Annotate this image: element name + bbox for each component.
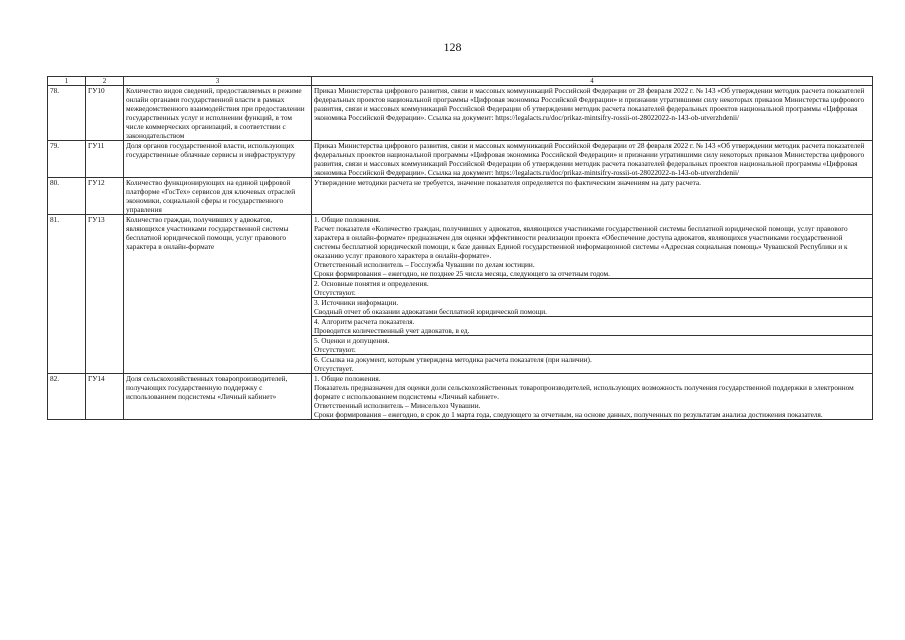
methodology-line: 2. Основные понятия и определения. [314,279,429,288]
methodology-line: Проводится количественный учет адвокатов, в ед. [314,326,470,335]
indicator-code: ГУ14 [86,374,124,420]
methodology-cell [312,374,873,420]
indicator-code: ГУ13 [86,215,124,374]
methodology-line: 4. Алгоритм расчета показателя. [314,317,415,326]
methodology-line: Ответственный исполнитель – Минсельхоз Чувашии. [314,401,481,410]
methodology-line: Приказ Министерства цифрового развития, связи и массовых коммуникаций Российской Федерации от 28 февраля 2022 г. № 143 «Об утверждении методик расчета показателей федеральных проектов национальной программы «Цифровая экономика Российской Федерации» и признании утратившими силу некоторых приказов Министерства цифрового развития, связи и массовых коммуникаций Российской Федерации об утверждении методик расчета показателей федеральных проектов национальной программы «Цифровая экономика Российской Федерации». Ссылка на документ: https://legalacts.ru/doc/prikaz-mintsifry-rossii-ot-28022022-n-143-ob-utverzhdenii/ [314,141,865,177]
methodology-line: Расчет показателя «Количество граждан, получивших у адвокатов, являющихся участниками государственной системы бесплатной юридической помощи, услуг правового характера в онлайн-формате» предназначен для оценки эффективности реализации проекта «Обеспечение доступа адвокатов, являющихся участниками государственной системы бесплатной юридической помощи, к базе данных Единой государственной информационной системы «Адресная социальная помощь» Чувашской Республики и к оказанию услуг правового характера в онлайн-формате». [314,224,848,260]
column-header: 2 [86,77,124,86]
methodology-cell [312,279,873,298]
table-row [48,86,873,141]
methodology-line: 1. Общие положения. [314,374,381,383]
methodology-line: Утверждение методики расчета не требуется, значение показателя определяется по фактическим значениям на дату расчета. [314,178,701,187]
methodology-line: 6. Ссылка на документ, которым утверждена методика расчета показателя (при наличии). [314,355,592,364]
methodology-line: Отсутствует. [314,364,354,373]
methodology-cell [312,215,873,279]
column-header: 3 [124,77,312,86]
methodology-cell [312,298,873,317]
methodology-cell [312,336,873,355]
table-row [48,178,873,215]
methodology-cell [312,317,873,336]
row-number: 79. [48,141,86,178]
indicator-code: ГУ12 [86,178,124,215]
methodology-line: Сроки формирования – ежегодно, в срок до 1 марта года, следующего за отчетным, на основе данных, полученных по результатам анализа достижения показателя. [314,410,823,419]
indicator-name: Количество граждан, получивших у адвокатов, являющихся участниками государственной системы бесплатной юридической помощи, услуг правового характера в онлайн-формате [124,215,312,374]
indicator-name: Доля сельскохозяйственных товаропроизводителей, получающих государственную поддержку с использованием подсистемы «Личный кабинет» [124,374,312,420]
indicator-code: ГУ10 [86,86,124,141]
methodology-line: Сводный отчет об оказании адвокатами бесплатной юридической помощи. [314,307,547,316]
document-table [47,76,873,420]
column-header: 1 [48,77,86,86]
indicator-name: Количество видов сведений, предоставляемых в режиме онлайн органами государственной власти в рамках межведомственного взаимодействия при предоставлении государственных услуг и исполнении функций, в том числе коммерческих организаций, в соответствии с законодательством [124,86,312,141]
methodology-cell [312,178,873,215]
indicator-name: Доля органов государственной власти, использующих государственные облачные сервисы и инфраструктуру [124,141,312,178]
methodology-cell [312,141,873,178]
methodology-line: Отсутствуют. [314,288,356,297]
row-number: 78. [48,86,86,141]
row-number: 81. [48,215,86,374]
methodology-line: 5. Оценки и допущения. [314,336,390,345]
table-row [48,374,873,420]
methodology-line: Ответственный исполнитель – Госслужба Чувашии по делам юстиции. [314,260,535,269]
row-number: 82. [48,374,86,420]
methodology-line: 1. Общие положения. [314,215,381,224]
row-number: 80. [48,178,86,215]
methodology-cell [312,355,873,374]
page-number: 128 [443,40,462,54]
table-body [48,86,873,420]
table-row [48,215,873,279]
methodology-cell [312,86,873,141]
methodology-line: Отсутствуют. [314,345,356,354]
table-header-row [48,77,873,86]
methodology-line: 3. Источники информации. [314,298,399,307]
indicator-code: ГУ11 [86,141,124,178]
methodology-line: Приказ Министерства цифрового развития, связи и массовых коммуникаций Российской Федерации от 28 февраля 2022 г. № 143 «Об утверждении методик расчета показателей федеральных проектов национальной программы «Цифровая экономика Российской Федерации» и признании утратившими силу некоторых приказов Министерства цифрового развития, связи и массовых коммуникаций Российской Федерации об утверждении методик расчета показателей федеральных проектов национальной программы «Цифровая экономика Российской Федерации». Ссылка на документ: https://legalacts.ru/doc/prikaz-mintsifry-rossii-ot-28022022-n-143-ob-utverzhdenii/ [314,86,865,122]
table-row [48,141,873,178]
methodology-line: Сроки формирования – ежегодно, не позднее 25 числа месяца, следующего за отчетным годом. [314,269,610,278]
column-header: 4 [312,77,873,86]
methodology-line: Показатель предназначен для оценки доли сельскохозяйственных товаропроизводителей, использующих возможность получения государственной поддержки в электронном формате с использованием подсистемы «Личный кабинет». [314,383,854,401]
indicator-name: Количество функционирующих на единой цифровой платформе «ГосТех» сервисов для ключевых отраслей экономики, социальной сферы и государственного управления [124,178,312,215]
